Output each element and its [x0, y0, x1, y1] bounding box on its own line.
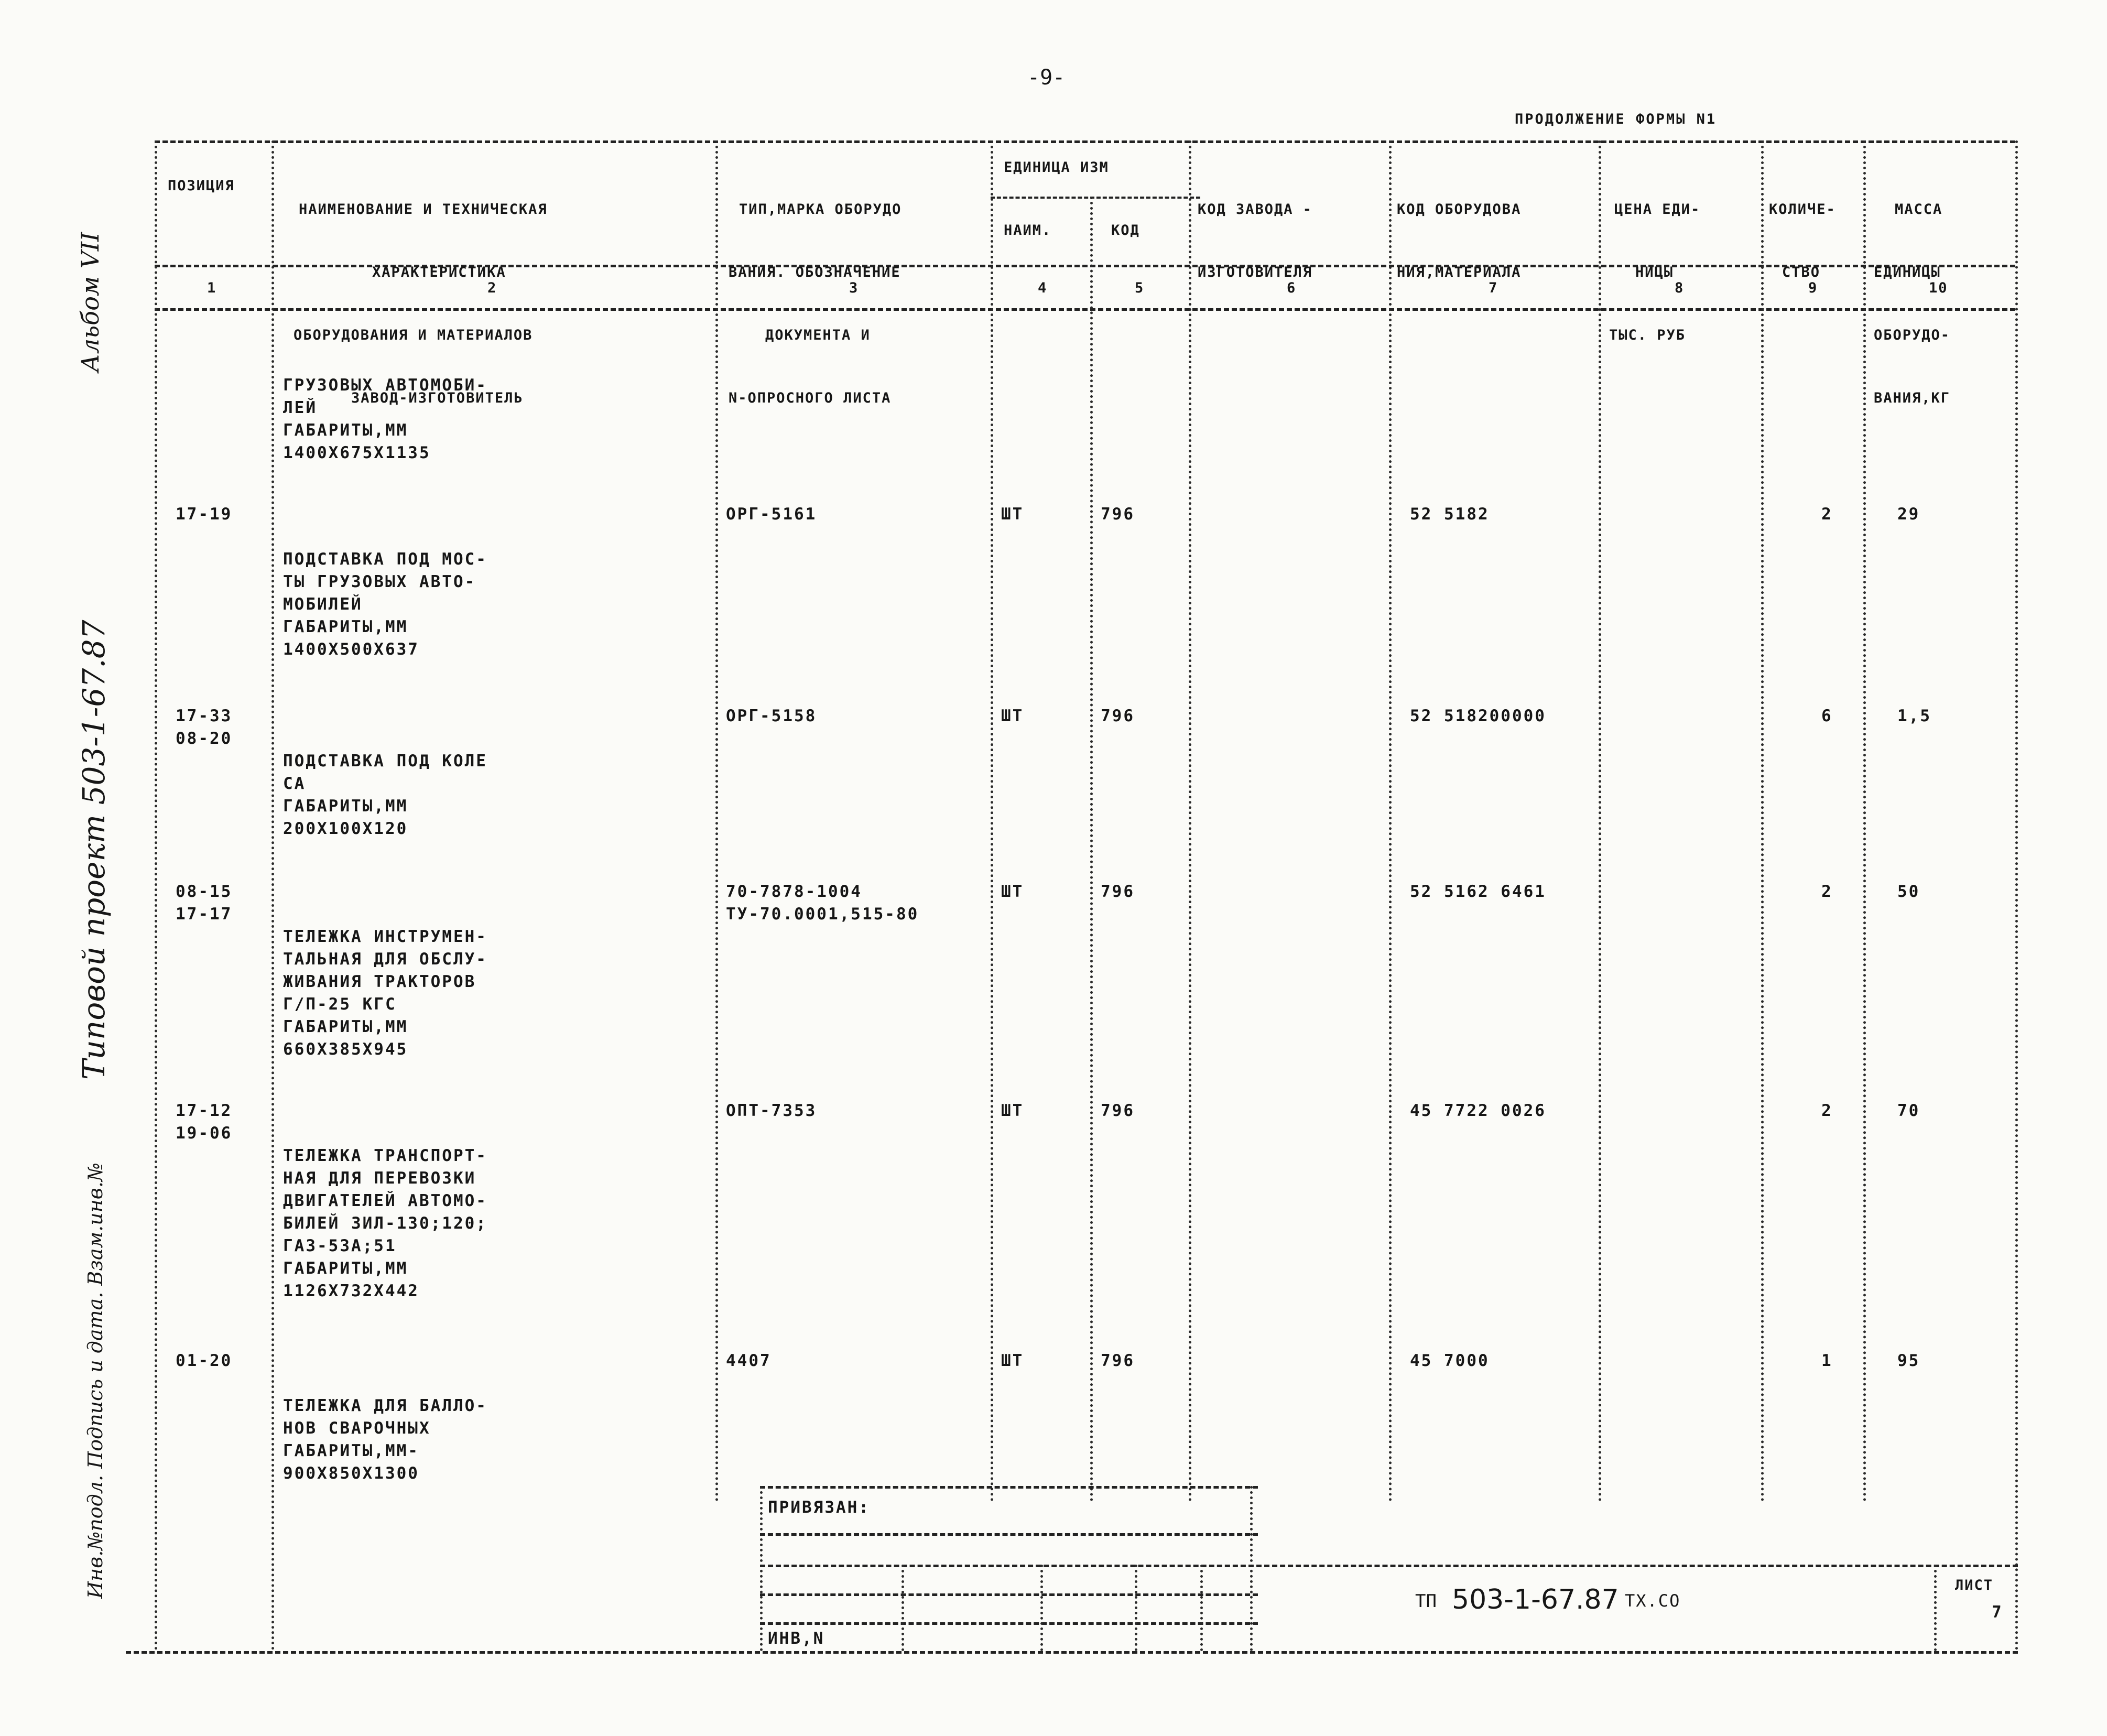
- col-sep-0: [155, 140, 157, 1651]
- stamp-left-edge: [760, 1486, 763, 1651]
- stamp-sep-1: [902, 1565, 904, 1651]
- col-sep-6: [1389, 140, 1392, 1502]
- row-2-type: ОРГ-5158: [726, 707, 817, 725]
- row-3-quantity: 2: [1821, 882, 1833, 901]
- sheet-label: ЛИСТ: [1955, 1577, 1994, 1593]
- stamp-rule-4: [760, 1622, 1258, 1625]
- row-5-mass: 95: [1897, 1351, 1920, 1370]
- row-3-mass: 50: [1897, 882, 1920, 901]
- row-4-position: 17-12 19-06: [176, 1101, 233, 1143]
- col-sep-2: [715, 140, 718, 1502]
- col-sep-9: [1863, 140, 1866, 1502]
- row-2-mass: 1,5: [1897, 707, 1931, 725]
- colnum-8: 8: [1675, 280, 1685, 296]
- unit-subheader-rule: [991, 197, 1200, 199]
- header-quantity: КОЛИЧЕ- СТВО: [1769, 201, 1836, 280]
- row-0-name: ГРУЗОВЫХ АВТОМОБИ- ЛЕЙ ГАБАРИТЫ,ММ 1400Х675Х1135: [283, 376, 487, 462]
- row-5-unit: ШТ: [1001, 1351, 1024, 1370]
- header-price: ЦЕНА ЕДИ- НИЦЫ ТЫС. РУБ: [1609, 201, 1701, 343]
- row-4-type: ОПТ-7353: [726, 1101, 817, 1120]
- header-type: ТИП,МАРКА ОБОРУДО ВАНИЯ. ОБОЗНАЧЕНИЕ ДОКУМЕНТА И N-ОПРОСНОГО ЛИСТА: [729, 201, 902, 406]
- row-2-position: 17-33 08-20: [176, 707, 233, 748]
- row-1-quantity: 2: [1821, 505, 1833, 524]
- row-1-equipment-code: 52 5182: [1410, 505, 1490, 524]
- colnum-2: 2: [487, 280, 497, 296]
- row-4-unit: ШТ: [1001, 1101, 1024, 1120]
- row-1-position: 17-19: [176, 505, 233, 524]
- doc-number: 503-1-67.87: [1452, 1584, 1619, 1615]
- row-1-name: ПОДСТАВКА ПОД МОС- ТЫ ГРУЗОВЫХ АВТО- МОБИЛЕЙ ГАБАРИТЫ,ММ 1400Х500Х637: [283, 550, 487, 659]
- stamp-rule-3: [760, 1593, 1258, 1596]
- row-3-name: ТЕЛЕЖКА ИНСТРУМЕН- ТАЛЬНАЯ ДЛЯ ОБСЛУ- ЖИВАНИЯ ТРАКТОРОВ Г/П-25 КГС ГАБАРИТЫ,ММ 660Х385Х945: [283, 927, 487, 1059]
- row-3-equipment-code: 52 5162 6461: [1410, 882, 1546, 901]
- colnum-4: 4: [1038, 280, 1048, 296]
- colnum-1: 1: [207, 280, 217, 296]
- row-2-name: ПОДСТАВКА ПОД КОЛЕ СА ГАБАРИТЫ,ММ 200Х100Х120: [283, 752, 487, 838]
- row-2-quantity: 6: [1821, 707, 1833, 725]
- row-4-equipment-code: 45 7722 0026: [1410, 1101, 1546, 1120]
- header-unit-name: НАИМ.: [1004, 222, 1052, 238]
- row-3-type: 70-7878-1004 ТУ-70.0001,515-80: [726, 882, 919, 924]
- col-sep-7: [1599, 140, 1601, 1502]
- row-3-unit-code: 796: [1101, 882, 1135, 901]
- row-1-mass: 29: [1897, 505, 1920, 524]
- table-top-rule: [155, 140, 2015, 143]
- colnum-10: 10: [1929, 280, 1948, 296]
- colnum-7: 7: [1489, 280, 1498, 296]
- row-2-unit: ШТ: [1001, 707, 1024, 725]
- row-5-unit-code: 796: [1101, 1351, 1135, 1370]
- header-equipment-code: КОД ОБОРУДОВА НИЯ,МАТЕРИАЛА: [1397, 201, 1522, 280]
- col-sep-8: [1761, 140, 1764, 1502]
- row-1-unit-code: 796: [1101, 505, 1135, 524]
- approval-stamp-label: Инв.№подл. Подпись и дата. Взам.инв.№: [84, 1163, 107, 1599]
- project-label: Типовой проект 503-1-67.87: [76, 620, 112, 1080]
- col-sep-1: [271, 140, 274, 1651]
- row-4-unit-code: 796: [1101, 1101, 1135, 1120]
- row-2-equipment-code: 52 518200000: [1410, 707, 1546, 725]
- table-bottom-rule: [126, 1651, 2018, 1654]
- row-5-equipment-code: 45 7000: [1410, 1351, 1490, 1370]
- row-5-name: ТЕЛЕЖКА ДЛЯ БАЛЛО- НОВ СВАРОЧНЫХ ГАБАРИТЫ,ММ- 900Х850Х1300: [283, 1396, 487, 1483]
- col-sep-4: [1090, 197, 1093, 1502]
- colnum-9: 9: [1808, 280, 1818, 296]
- inv-number-label: ИНВ,N: [768, 1629, 825, 1648]
- album-label: Альбом VII: [76, 232, 104, 372]
- row-4-mass: 70: [1897, 1101, 1920, 1120]
- row-1-type: ОРГ-5161: [726, 505, 817, 524]
- col-sep-5: [1189, 140, 1191, 1502]
- privyazan-label: ПРИВЯЗАН:: [768, 1498, 870, 1517]
- stamp-right-edge: [1250, 1486, 1253, 1651]
- header-unit-group: ЕДИНИЦА ИЗМ: [1004, 159, 1109, 176]
- header-factory-code: КОД ЗАВОДА - ИЗГОТОВИТЕЛЯ: [1198, 201, 1313, 280]
- row-3-position: 08-15 17-17: [176, 882, 233, 924]
- row-3-unit: ШТ: [1001, 882, 1024, 901]
- row-5-quantity: 1: [1821, 1351, 1833, 1370]
- stamp-sep-4: [1200, 1565, 1203, 1651]
- header-name: НАИМЕНОВАНИЕ И ТЕХНИЧЕСКАЯ ХАРАКТЕРИСТИКА ОБОРУДОВАНИЯ И МАТЕРИАЛОВ ЗАВОД-ИЗГОТОВИТЕЛЬ: [294, 201, 548, 406]
- stamp-sep-2: [1040, 1565, 1043, 1651]
- sheet-box-left: [1934, 1565, 1937, 1651]
- colnum-6: 6: [1287, 280, 1297, 296]
- row-5-type: 4407: [726, 1351, 772, 1370]
- doc-prefix: ТП: [1415, 1591, 1437, 1612]
- row-1-unit: ШТ: [1001, 505, 1024, 524]
- doc-suffix: ТХ.СО: [1625, 1591, 1681, 1611]
- row-4-name: ТЕЛЕЖКА ТРАНСПОРТ- НАЯ ДЛЯ ПЕРЕВОЗКИ ДВИГАТЕЛЕЙ АВТОМО- БИЛЕЙ ЗИЛ-130;120; ГАЗ-53А;51 ГАБАРИТЫ,ММ 1126Х732Х442: [283, 1146, 487, 1300]
- header-mass: МАССА ЕДИНИЦЫ ОБОРУДО- ВАНИЯ,КГ: [1874, 201, 1951, 406]
- col-sep-10: [2015, 140, 2018, 1651]
- colnum-5: 5: [1135, 280, 1145, 296]
- stamp-rule-1: [760, 1533, 1258, 1536]
- continuation-note: ПРОДОЛЖЕНИЕ ФОРМЫ N1: [1515, 111, 1717, 127]
- stamp-sep-3: [1135, 1565, 1137, 1651]
- col-sep-3: [991, 140, 993, 1502]
- page-number: -9-: [1027, 66, 1066, 90]
- row-5-position: 01-20: [176, 1351, 233, 1370]
- stamp-top-rule: [760, 1486, 1258, 1489]
- row-4-quantity: 2: [1821, 1101, 1833, 1120]
- stamp-rule-2: [760, 1565, 2018, 1567]
- colnum-3: 3: [849, 280, 859, 296]
- header-position: ПОЗИЦИЯ: [168, 178, 235, 194]
- sheet-number: 7: [1992, 1603, 2003, 1622]
- header-unit-code: КОД: [1111, 222, 1140, 238]
- row-2-unit-code: 796: [1101, 707, 1135, 725]
